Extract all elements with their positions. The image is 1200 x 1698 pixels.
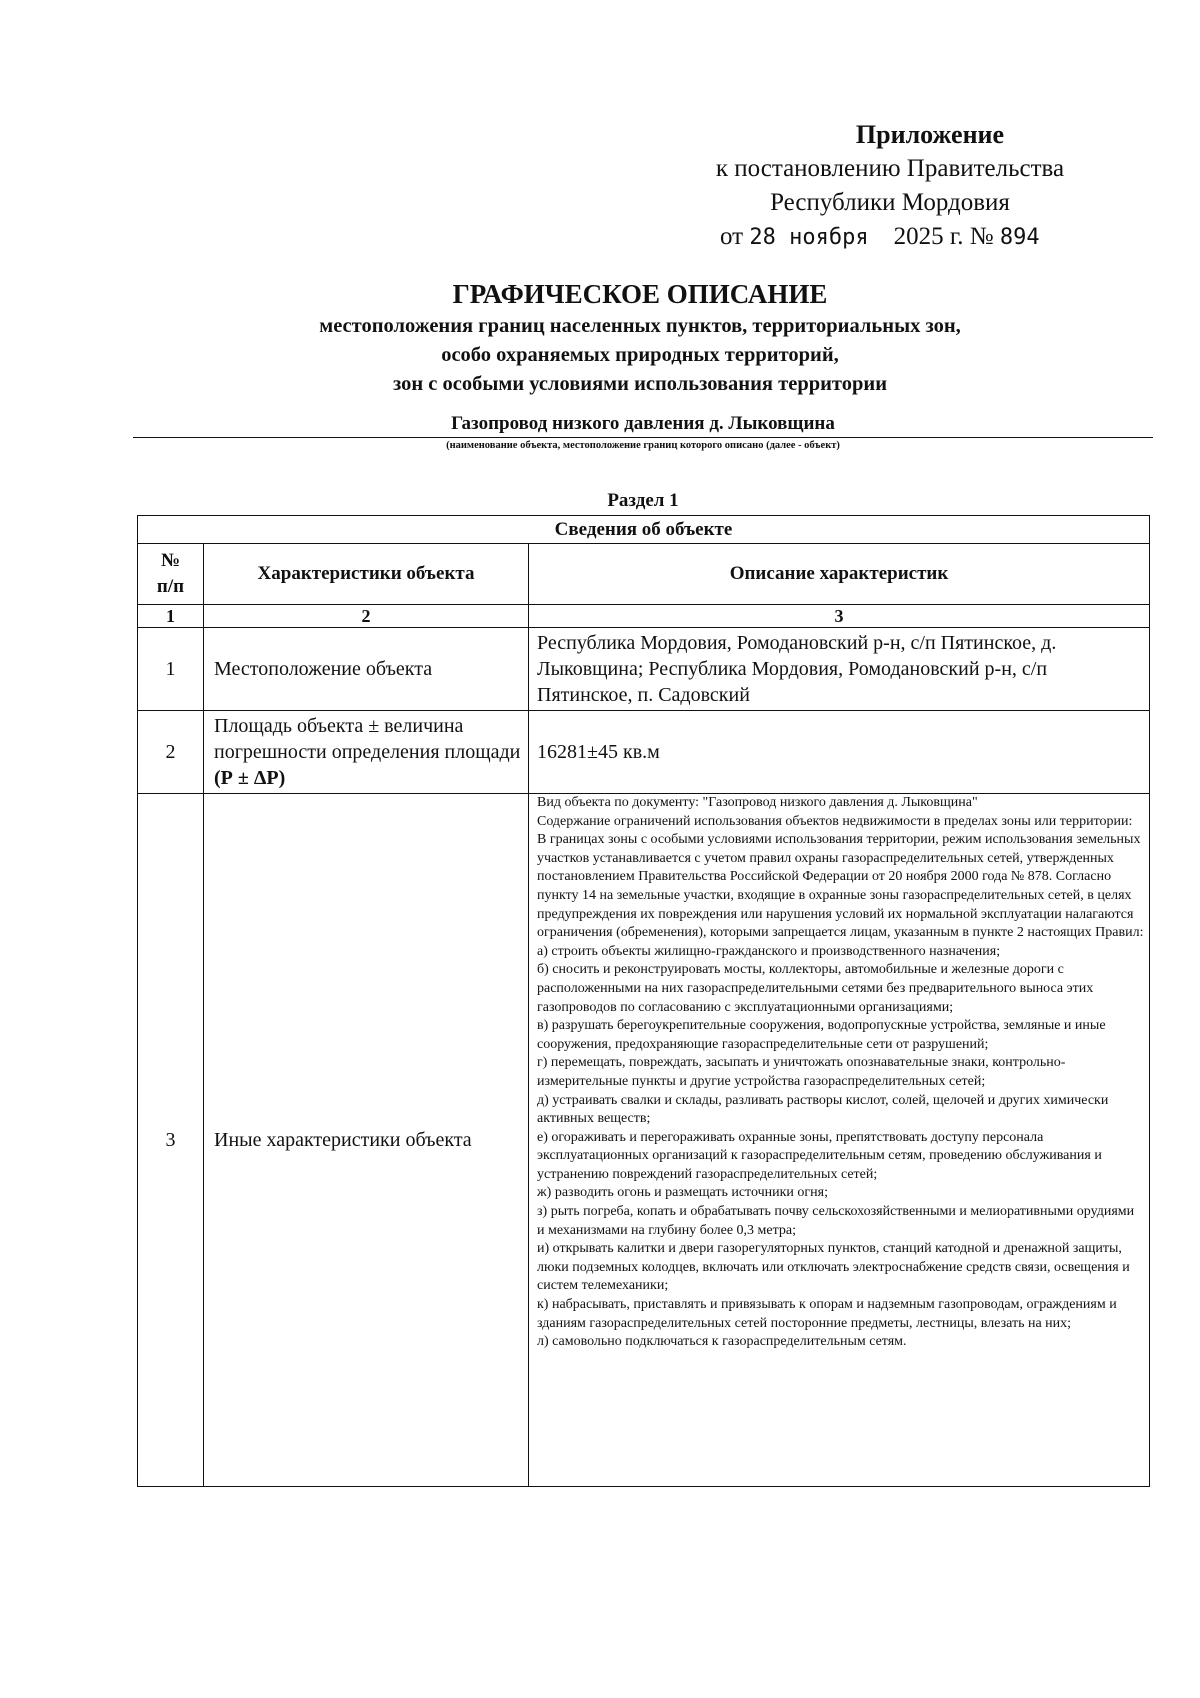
row-number: 2 (138, 711, 204, 794)
restriction-line: д) устраивать свалки и склады, разливать растворы кислот, солей, щелочей и других химически активных веществ; (537, 1092, 1109, 1127)
document-subtitle-1: местоположения границ населенных пунктов, территориальных зон, (319, 315, 961, 337)
object-note: (наименование объекта, местоположение границ которого описано (далее - объект) (446, 440, 840, 451)
restriction-line: в) разрушать берегоукрепительные сооружения, водопропускные устройства, земляные и иные сооружения, предохраняющие газораспределительные сети от разрушений; (537, 1018, 1106, 1052)
appendix-block (640, 118, 1140, 255)
row-number: 1 (138, 628, 204, 711)
table-row (138, 794, 1150, 1487)
appendix-title: Приложение (855, 120, 1005, 149)
table-header-row (138, 544, 1150, 605)
restriction-line: г) перемещать, повреждать, засыпать и уничтожать опознавательные знаки, контрольно-измерительные пункты и другие устройства газораспределительных сетей; (537, 1055, 1066, 1089)
table-caption-row (138, 516, 1150, 544)
column-number-row (138, 605, 1150, 628)
row-characteristic: Местоположение объекта (204, 628, 529, 711)
table-row (138, 628, 1150, 711)
column-number-3: 3 (529, 605, 1150, 628)
restriction-line: б) сносить и реконструировать мосты, коллекторы, автомобильные и железные дороги с расположенными на них газораспределительными сетями без предварительного выноса этих газопроводов по согласованию с эксплуатационными организациями; (537, 962, 1094, 1015)
restriction-line: и) открывать калитки и двери газорегуляторных пунктов, станций катодной и дренажной защиты, люки подземных колодцев, включать или отключать электроснабжение средств связи, освещения и систем телемеханики; (537, 1241, 1130, 1294)
document-subtitle-2: особо охраняемых природных территорий, (441, 344, 839, 366)
column-number-2: 2 (204, 605, 529, 628)
section-title: Раздел 1 (607, 490, 679, 511)
header-description: Описание характеристик (529, 544, 1150, 605)
object-underline (133, 437, 1153, 438)
table-row (138, 711, 1150, 794)
header-num: № п/п (138, 544, 204, 605)
column-number-1: 1 (138, 605, 204, 628)
appendix-line-1: к постановлению Правительства (715, 155, 1065, 182)
row-description: Республика Мордовия, Ромодановский р-н, с/п Пятинское, д. Лыковщина; Республика Мордовия, Ромодановский р-н, с/п Пятинское, п. Садовский (529, 628, 1150, 711)
restriction-line: к) набрасывать, приставлять и привязывать к опорам и надземным газопроводам, ограждениям и зданиям газораспределительных сетей посторонние предметы, лестницы, влезать на них; (537, 1297, 1117, 1331)
restriction-line: з) рыть погреба, копать и обрабатывать почву сельскохозяйственными и мелиоративными орудиями и механизмами на глубину более 0,3 метра; (537, 1204, 1135, 1238)
table-caption: Сведения об объекте (138, 516, 1150, 544)
restriction-line: Содержание ограничений использования объектов недвижимости в пределах зоны или территории: В границах зоны с особыми условиями использования территории, режим использования земельных участков устанавливается с учетом правил охраны газораспределительных сетей, утвержденных постановлением Правительства Российской Федерации от 20 ноября 2000 года № 878. Согласно пункту 14 на земельные участки, входящие в охранные зоны газораспределительных сетей, в целях предупреждения их повреждения или нарушения условий их нормальной эксплуатации налагаются ограничения (обременения), которыми запрещается лицам, указанным в пункте 2 настоящих Правил: (537, 813, 1144, 941)
date-prefix: от (720, 223, 744, 250)
area-formula: (Р ± ΔР) (214, 767, 286, 789)
restriction-line: ж) разводить огонь и размещать источники огня; (537, 1185, 828, 1201)
appendix-date-line (640, 220, 1140, 255)
appendix-line-2: Республики Мордовия (770, 189, 1010, 216)
document-heading (130, 276, 1150, 399)
restriction-line: л) самовольно подключаться к газораспределительным сетям. (537, 1334, 907, 1350)
date-day-month: 28 ноября (749, 225, 869, 250)
restriction-line: а) строить объекты жилищно-гражданского и производственного назначения; (537, 943, 1001, 959)
decree-number: 894 (999, 225, 1040, 250)
row-number: 3 (138, 794, 204, 1487)
date-year: 2025 г. № (893, 223, 994, 250)
row-description: 16281±45 кв.м (529, 711, 1150, 794)
restriction-line: Вид объекта по документу: "Газопровод низкого давления д. Лыковщина" (537, 795, 978, 810)
object-name: Газопровод низкого давления д. Лыковщина (451, 413, 835, 434)
document-title: ГРАФИЧЕСКОЕ ОПИСАНИЕ (452, 279, 828, 309)
object-info-table (137, 515, 1150, 1487)
document-subtitle-3: зон с особыми условиями использования территории (392, 373, 888, 395)
row-description (529, 794, 1150, 1487)
restriction-line: е) огораживать и перегораживать охранные зоны, препятствовать доступу персонала эксплуатационных организаций к газораспределительным сетям, проведению обслуживания и устранению повреждений газораспределительных сетей; (537, 1129, 1102, 1182)
header-characteristic: Характеристики объекта (204, 544, 529, 605)
row-characteristic: Площадь объекта ± величина погрешности определения площади (Р ± ΔР) (204, 711, 529, 794)
row-characteristic: Иные характеристики объекта (204, 794, 529, 1487)
